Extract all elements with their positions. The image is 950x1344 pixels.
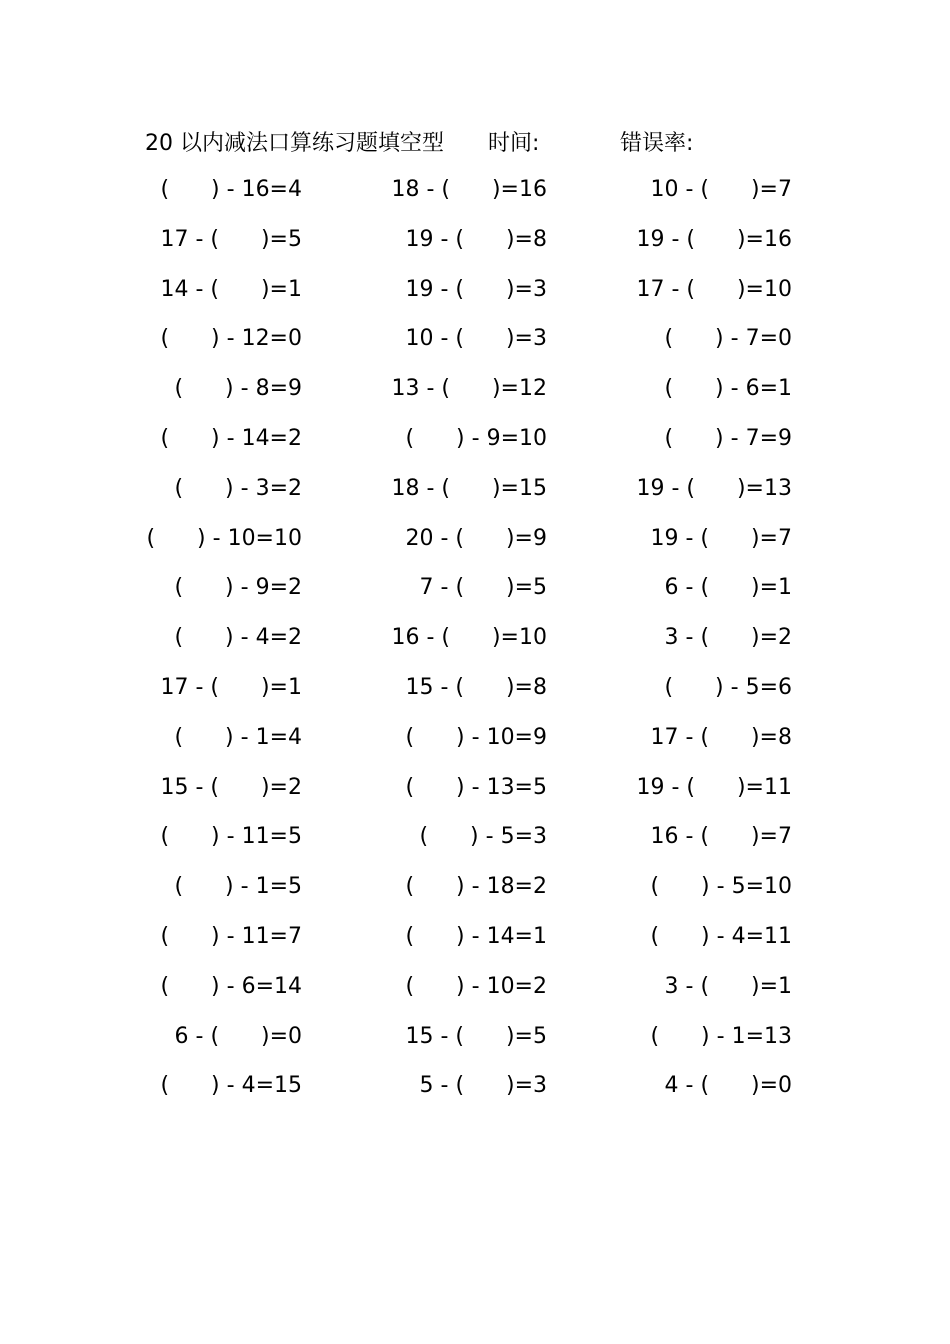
- problem-row: [0, 521, 950, 571]
- problem-item: 16 - ( )=7: [650, 824, 792, 850]
- time-label: 时间:: [488, 131, 540, 156]
- problem-item: 5 - ( )=3: [419, 1073, 547, 1099]
- problem-item: ( ) - 1=5: [174, 874, 302, 900]
- problem-item: ( ) - 11=7: [160, 923, 302, 949]
- problem-item: 19 - ( )=16: [636, 226, 792, 252]
- problem-item: 17 - ( )=10: [636, 276, 792, 302]
- problem-row: [0, 720, 950, 770]
- problem-grid: [0, 172, 950, 1118]
- problem-item: ( ) - 10=10: [146, 525, 302, 551]
- problem-item: 15 - ( )=8: [405, 674, 547, 700]
- problem-item: ( ) - 13=5: [405, 774, 547, 800]
- problem-item: 7 - ( )=5: [419, 575, 547, 601]
- worksheet-header: [0, 126, 950, 160]
- problem-item: ( ) - 9=10: [405, 425, 547, 451]
- problem-row: [0, 321, 950, 371]
- problem-item: ( ) - 16=4: [160, 177, 302, 202]
- error-rate-label: 错误率:: [620, 131, 694, 156]
- problem-row: [0, 172, 950, 222]
- problem-item: 3 - ( )=1: [664, 973, 792, 999]
- problem-item: 18 - ( )=15: [391, 475, 547, 501]
- problem-item: 19 - ( )=7: [650, 525, 792, 551]
- problem-item: ( ) - 6=14: [160, 973, 302, 999]
- problem-row: [0, 371, 950, 421]
- problem-item: ( ) - 5=6: [664, 674, 792, 700]
- problem-item: ( ) - 11=5: [160, 824, 302, 850]
- problem-item: ( ) - 14=2: [160, 425, 302, 451]
- problem-item: ( ) - 1=4: [174, 724, 302, 750]
- problem-item: ( ) - 7=9: [664, 425, 792, 451]
- problem-item: 17 - ( )=5: [160, 226, 302, 252]
- problem-item: ( ) - 7=0: [664, 326, 792, 352]
- problem-item: 15 - ( )=2: [160, 774, 302, 800]
- problem-item: ( ) - 8=9: [174, 376, 302, 402]
- problem-item: 10 - ( )=3: [405, 326, 547, 352]
- problem-item: ( ) - 5=10: [650, 874, 792, 900]
- problem-item: 6 - ( )=0: [174, 1023, 302, 1049]
- problem-item: ( ) - 9=2: [174, 575, 302, 601]
- worksheet-title: 20 以内减法口算练习题填空型: [145, 131, 444, 156]
- problem-item: ( ) - 14=1: [405, 923, 547, 949]
- problem-row: [0, 1068, 950, 1118]
- problem-item: ( ) - 10=2: [405, 973, 547, 999]
- problem-item: 3 - ( )=2: [664, 625, 792, 651]
- problem-item: 15 - ( )=5: [405, 1023, 547, 1049]
- problem-row: [0, 919, 950, 969]
- problem-item: 19 - ( )=3: [405, 276, 547, 302]
- problem-row: [0, 620, 950, 670]
- problem-item: 19 - ( )=11: [636, 774, 792, 800]
- problem-item: 6 - ( )=1: [664, 575, 792, 601]
- problem-row: [0, 570, 950, 620]
- problem-item: ( ) - 18=2: [405, 874, 547, 900]
- problem-item: ( ) - 4=11: [650, 923, 792, 949]
- problem-item: ( ) - 10=9: [405, 724, 547, 750]
- problem-row: [0, 471, 950, 521]
- problem-row: [0, 1019, 950, 1069]
- problem-item: ( ) - 12=0: [160, 326, 302, 352]
- problem-item: 16 - ( )=10: [391, 625, 547, 651]
- problem-row: [0, 670, 950, 720]
- problem-item: 18 - ( )=16: [391, 177, 547, 202]
- problem-item: ( ) - 1=13: [650, 1023, 792, 1049]
- problem-item: ( ) - 5=3: [419, 824, 547, 850]
- problem-row: [0, 770, 950, 820]
- problem-row: [0, 222, 950, 272]
- problem-item: 17 - ( )=8: [650, 724, 792, 750]
- problem-item: 17 - ( )=1: [160, 674, 302, 700]
- problem-item: 19 - ( )=13: [636, 475, 792, 501]
- problem-row: [0, 421, 950, 471]
- problem-row: [0, 869, 950, 919]
- problem-item: 4 - ( )=0: [664, 1073, 792, 1099]
- problem-item: 19 - ( )=8: [405, 226, 547, 252]
- problem-item: ( ) - 6=1: [664, 376, 792, 402]
- problem-item: 10 - ( )=7: [650, 177, 792, 202]
- problem-item: 13 - ( )=12: [391, 376, 547, 402]
- problem-row: [0, 272, 950, 322]
- problem-row: [0, 969, 950, 1019]
- problem-item: ( ) - 4=15: [160, 1073, 302, 1099]
- problem-item: 20 - ( )=9: [405, 525, 547, 551]
- problem-item: ( ) - 4=2: [174, 625, 302, 651]
- problem-row: [0, 819, 950, 869]
- problem-item: 14 - ( )=1: [160, 276, 302, 302]
- problem-item: ( ) - 3=2: [174, 475, 302, 501]
